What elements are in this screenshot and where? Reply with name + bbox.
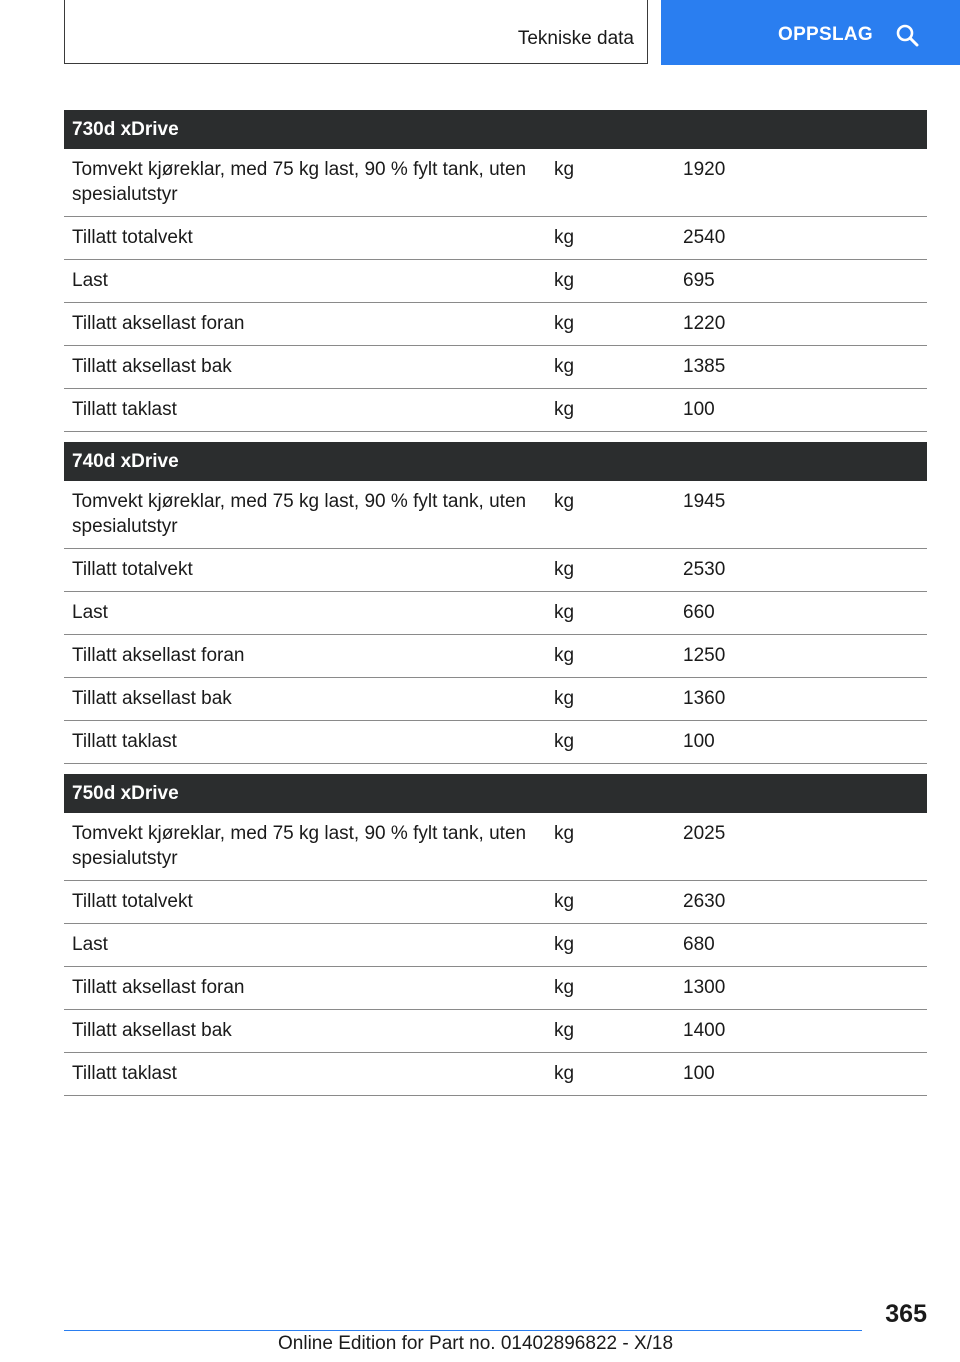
row-value: 2630 <box>675 881 927 924</box>
row-label: Last <box>64 924 546 967</box>
table-row <box>64 217 927 260</box>
row-label: Tillatt aksellast foran <box>64 635 546 678</box>
row-label: Tillatt aksellast foran <box>64 303 546 346</box>
table-row <box>64 967 927 1010</box>
section-title: Tekniske data <box>517 28 634 49</box>
row-unit: kg <box>546 967 675 1010</box>
row-label: Tillatt aksellast bak <box>64 346 546 389</box>
row-value: 1220 <box>675 303 927 346</box>
row-value: 660 <box>675 592 927 635</box>
lookup-button[interactable] <box>661 0 960 65</box>
row-label: Tillatt aksellast foran <box>64 967 546 1010</box>
lookup-label: OPPSLAG <box>778 23 874 45</box>
search-icon <box>895 23 919 47</box>
row-label: Tillatt aksellast bak <box>64 1010 546 1053</box>
table-row <box>64 678 927 721</box>
table-row <box>64 149 927 217</box>
row-label: Tillatt taklast <box>64 1053 546 1096</box>
table-row <box>64 721 927 764</box>
row-value: 100 <box>675 389 927 432</box>
row-label: Tillatt totalvekt <box>64 549 546 592</box>
row-unit: kg <box>546 217 675 260</box>
row-unit: kg <box>546 721 675 764</box>
row-label: Tillatt aksellast bak <box>64 678 546 721</box>
table-header-row <box>64 774 927 813</box>
row-value: 680 <box>675 924 927 967</box>
table-row <box>64 346 927 389</box>
row-label: Tomvekt kjøreklar, med 75 kg last, 90 % fylt tank, uten spesialutstyr <box>64 813 546 881</box>
table-row <box>64 260 927 303</box>
table-row <box>64 881 927 924</box>
row-label: Tillatt taklast <box>64 721 546 764</box>
row-unit: kg <box>546 260 675 303</box>
table-row <box>64 1010 927 1053</box>
row-value: 1920 <box>675 149 927 217</box>
table-header-row <box>64 442 927 481</box>
row-unit: kg <box>546 924 675 967</box>
row-value: 1300 <box>675 967 927 1010</box>
row-value: 2025 <box>675 813 927 881</box>
table-row <box>64 1053 927 1096</box>
model-heading: 750d xDrive <box>64 774 927 813</box>
row-value: 100 <box>675 1053 927 1096</box>
section-tab-tekniske-data[interactable] <box>64 0 648 64</box>
table-header-row <box>64 110 927 149</box>
row-unit: kg <box>546 1053 675 1096</box>
row-unit: kg <box>546 389 675 432</box>
row-unit: kg <box>546 549 675 592</box>
row-unit: kg <box>546 481 675 549</box>
spec-table-740d <box>64 442 927 764</box>
row-value: 1945 <box>675 481 927 549</box>
spec-table-750d <box>64 774 927 1096</box>
row-value: 1400 <box>675 1010 927 1053</box>
row-unit: kg <box>546 635 675 678</box>
row-value: 1385 <box>675 346 927 389</box>
row-value: 1360 <box>675 678 927 721</box>
page-number: 365 <box>885 1300 927 1328</box>
row-label: Tillatt totalvekt <box>64 217 546 260</box>
row-unit: kg <box>546 1010 675 1053</box>
row-label: Tomvekt kjøreklar, med 75 kg last, 90 % fylt tank, uten spesialutstyr <box>64 481 546 549</box>
row-unit: kg <box>546 303 675 346</box>
table-row <box>64 635 927 678</box>
model-heading: 740d xDrive <box>64 442 927 481</box>
table-row <box>64 924 927 967</box>
spec-table-730d <box>64 110 927 432</box>
row-value: 2540 <box>675 217 927 260</box>
row-unit: kg <box>546 592 675 635</box>
row-label: Last <box>64 260 546 303</box>
footer-divider <box>64 1330 862 1331</box>
row-label: Tillatt taklast <box>64 389 546 432</box>
table-row <box>64 303 927 346</box>
row-unit: kg <box>546 149 675 217</box>
table-row <box>64 813 927 881</box>
row-label: Tillatt totalvekt <box>64 881 546 924</box>
model-heading: 730d xDrive <box>64 110 927 149</box>
table-row <box>64 592 927 635</box>
row-unit: kg <box>546 346 675 389</box>
row-unit: kg <box>546 813 675 881</box>
table-row <box>64 389 927 432</box>
row-label: Tomvekt kjøreklar, med 75 kg last, 90 % fylt tank, uten spesialutstyr <box>64 149 546 217</box>
row-unit: kg <box>546 881 675 924</box>
row-unit: kg <box>546 678 675 721</box>
row-value: 695 <box>675 260 927 303</box>
table-row <box>64 549 927 592</box>
table-row <box>64 481 927 549</box>
row-value: 100 <box>675 721 927 764</box>
edition-note: Online Edition for Part no. 01402896822 - X/18 <box>278 1333 674 1354</box>
row-value: 2530 <box>675 549 927 592</box>
row-label: Last <box>64 592 546 635</box>
row-value: 1250 <box>675 635 927 678</box>
